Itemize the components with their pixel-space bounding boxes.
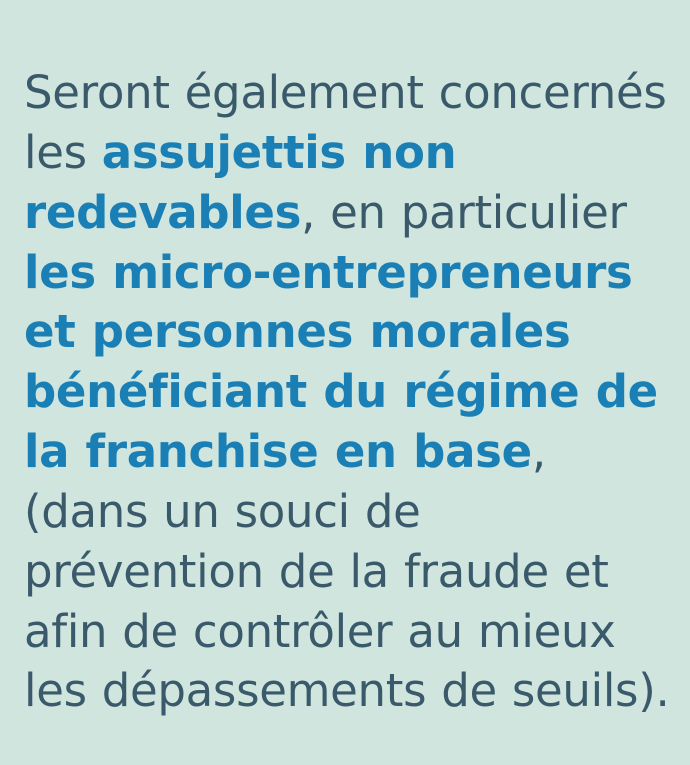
text-segment-highlight-assujettis: assujettis non redevables [24,125,457,239]
text-segment-highlight-micro-entrepreneurs: les micro-entrepreneurs et personnes morales bénéficiant du régime de la franchise en base [24,245,658,479]
text-segment-intro: Seront également concernés les [24,66,667,179]
text-segment-parenthetical: , (dans un souci de prévention de la fraude et afin de contrôler au mieux les dépassements de seuils). [24,425,670,718]
text-segment-connector: , en particulier [301,185,627,239]
paragraph-block [24,63,670,721]
